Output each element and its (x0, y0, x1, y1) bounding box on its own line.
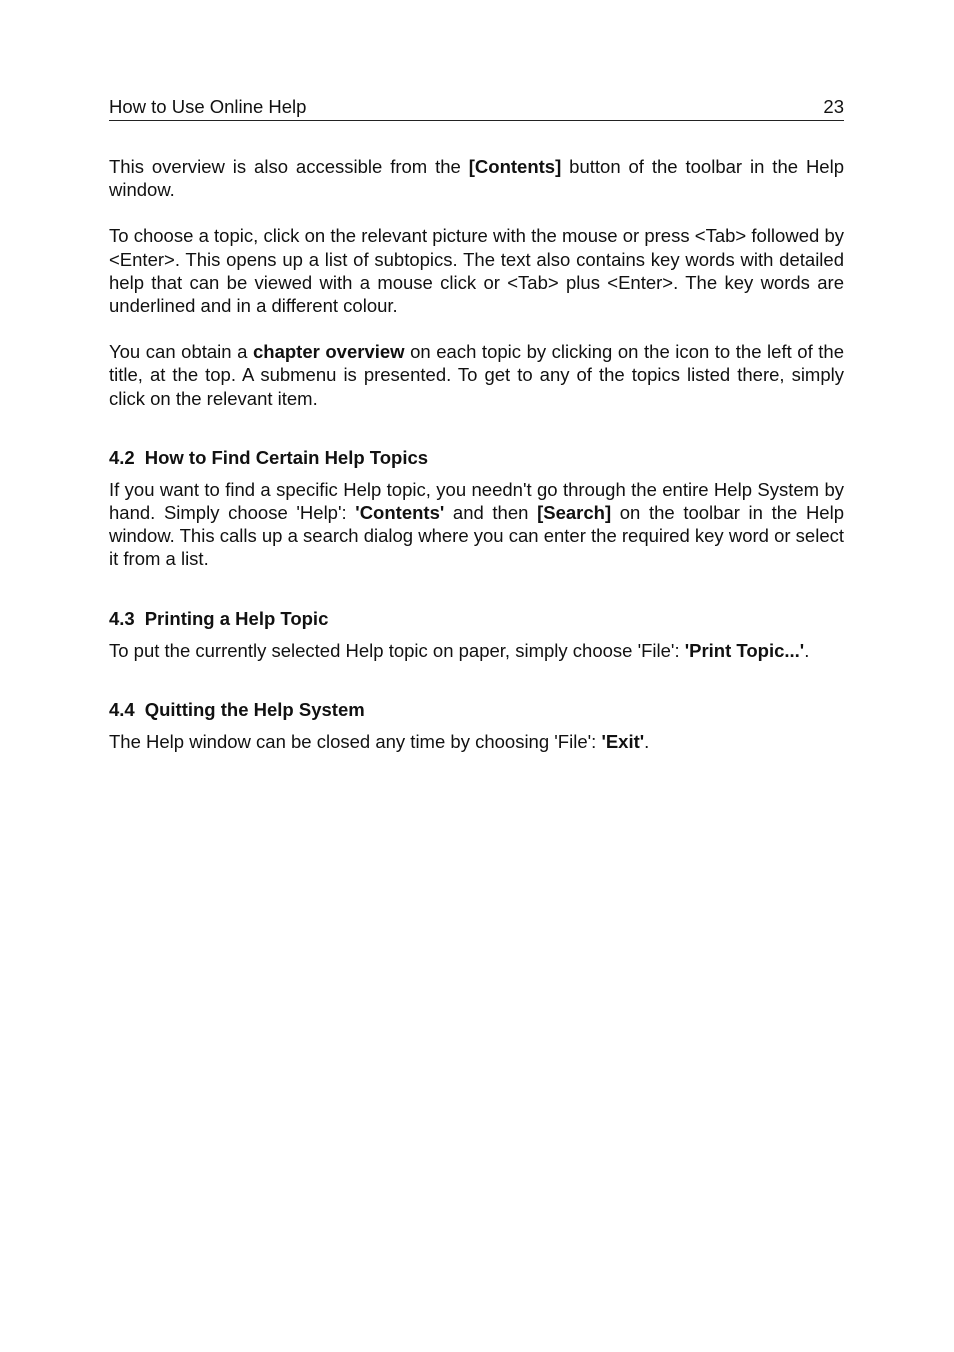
paragraph-text: If you want to find a specific Help topic, you needn't go through the entire Help System by hand. Simply choose 'Help': (109, 478, 844, 524)
running-header (109, 94, 844, 121)
chapter-overview-term: chapter overview (252, 341, 405, 363)
section-number: 4.3 (109, 607, 135, 629)
section-heading-4-2 (109, 446, 844, 469)
paragraph-text: and then (444, 502, 538, 524)
paragraph-text: . (804, 639, 810, 661)
search-button-reference: [Search] (537, 502, 612, 524)
paragraph-choose-topic: To choose a topic, click on the relevant picture with the mouse or press <Tab> followed by <Enter>. This opens up a list of subtopics. The text also contains key words with detailed help that can be viewed with a mouse click or <Tab> plus <Enter>. The key words are underlined and in a different colour. (109, 225, 844, 317)
paragraph-text: . (644, 730, 650, 752)
paragraph-text: To put the currently selected Help topic on paper, simply choose 'File': (109, 639, 685, 661)
section-title: Quitting the Help System (144, 698, 365, 720)
section-number: 4.4 (109, 698, 135, 720)
section-heading-4-3 (109, 607, 844, 630)
paragraph-contents-button (109, 155, 844, 201)
paragraph-text: This overview is also accessible from the (109, 156, 469, 177)
contents-menu-reference: 'Contents' (355, 502, 445, 524)
section-body-4-3 (109, 639, 844, 662)
contents-button-reference: [Contents] (468, 156, 562, 177)
print-topic-menu-reference: 'Print Topic...' (684, 639, 805, 661)
section-body-4-2 (109, 478, 844, 571)
section-title: How to Find Certain Help Topics (144, 446, 429, 468)
section-heading-4-4 (109, 698, 844, 721)
paragraph-text: on each topic by clicking on the icon to the left of the title, at the top. A submenu is presented. To get to any of the topics listed there, simply click on the relevant item. (109, 341, 844, 409)
page-body (109, 155, 844, 753)
paragraph-text: You can obtain a (109, 341, 253, 363)
page-number: 23 (823, 96, 844, 117)
section-title: Printing a Help Topic (144, 607, 329, 629)
section-body-4-4 (109, 730, 844, 753)
section-number: 4.2 (109, 446, 135, 468)
exit-menu-reference: 'Exit' (601, 730, 645, 752)
paragraph-chapter-overview (109, 340, 844, 410)
running-header-title: How to Use Online Help (109, 96, 307, 117)
paragraph-text: button of the toolbar in the Help window. (109, 156, 844, 201)
paragraph-text: The Help window can be closed any time by choosing 'File': (109, 730, 602, 752)
paragraph-text: on the toolbar in the Help window. This calls up a search dialog where you can enter the required key word or select it from a list. (109, 502, 844, 570)
